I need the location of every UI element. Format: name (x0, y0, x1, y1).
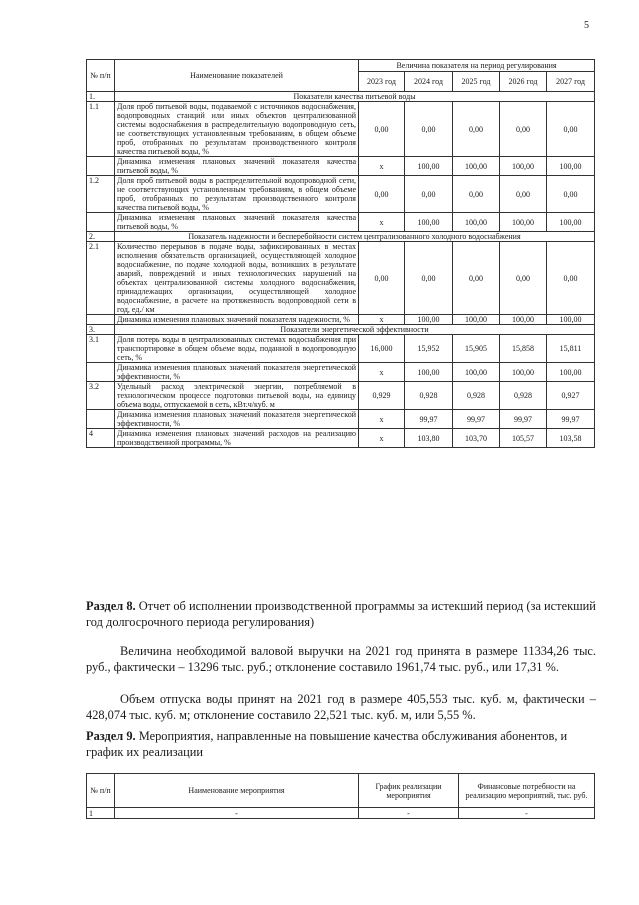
indicator-value: 0,00 (500, 242, 547, 315)
indicator-value: 0,00 (359, 102, 405, 157)
indicator-value: х (359, 315, 405, 325)
indicator-value: 105,57 (500, 429, 547, 448)
indicator-value: 100,00 (453, 315, 500, 325)
section-number: 1. (87, 92, 115, 102)
indicator-value: х (359, 363, 405, 382)
indicator-value: 0,00 (405, 102, 453, 157)
indicator-value: 103,70 (453, 429, 500, 448)
section-row (87, 325, 595, 335)
indicator-value: х (359, 429, 405, 448)
section-number: 2. (87, 232, 115, 242)
measures-header-schedule: График реализации мероприятия (359, 774, 459, 808)
table-row (87, 315, 595, 325)
row-number (87, 315, 115, 325)
header-year: 2025 год (453, 72, 500, 92)
indicator-name: Доля проб питьевой воды в распределительной водопроводной сети, не соответствующих установленным требованиям, в общем объеме проб, отобранных по результатам производственного контроля качества питьевой воды, % (115, 176, 359, 213)
indicator-value: 0,00 (453, 102, 500, 157)
indicators-table (86, 59, 595, 448)
indicator-value: 99,97 (453, 410, 500, 429)
section-8-text: Отчет об исполнении производственной программы за истекший период (за истекший год долгосрочного периода регулирования) (86, 599, 596, 629)
indicator-name: Динамика изменения плановых значений показателя энергетической эффективности, % (115, 410, 359, 429)
indicator-value: 100,00 (453, 363, 500, 382)
section-number: 3. (87, 325, 115, 335)
table-row (87, 363, 595, 382)
header-year: 2026 год (500, 72, 547, 92)
indicator-value: 0,00 (405, 176, 453, 213)
header-year: 2024 год (405, 72, 453, 92)
row-number: 1.2 (87, 176, 115, 213)
indicator-value: 0,927 (547, 382, 595, 410)
indicator-value: х (359, 157, 405, 176)
header-num: № п/п (87, 60, 115, 92)
page-number: 5 (584, 20, 589, 31)
indicator-value: 0,928 (500, 382, 547, 410)
section-9-label: Раздел 9. (86, 729, 136, 743)
section-8-title (86, 598, 596, 630)
indicator-value: 15,811 (547, 335, 595, 363)
water-volume-paragraph: Объем отпуска воды принят на 2021 год в размере 405,553 тыс. куб. м, фактически – 428,074 тыс. куб. м; отклонение составило 22,521 тыс. куб. м, или 5,55 %. (86, 692, 596, 722)
indicator-value: 0,00 (547, 242, 595, 315)
row-number (87, 363, 115, 382)
measures-row-num: 1 (87, 808, 115, 819)
indicator-name: Динамика изменения плановых значений показателя качества питьевой воды, % (115, 213, 359, 232)
indicator-value: 0,928 (453, 382, 500, 410)
indicator-value: 100,00 (500, 157, 547, 176)
indicator-value: 100,00 (547, 315, 595, 325)
indicator-value: 99,97 (500, 410, 547, 429)
section-title: Показатели энергетической эффективности (115, 325, 595, 335)
indicator-value: 99,97 (405, 410, 453, 429)
indicator-value: 100,00 (500, 363, 547, 382)
indicator-value: 0,00 (547, 102, 595, 157)
table-row (87, 382, 595, 410)
section-title: Показатель надежности и бесперебойности систем централизованного холодного водоснабжения (115, 232, 595, 242)
table-row (87, 157, 595, 176)
table-row (87, 102, 595, 157)
section-9-title (86, 728, 596, 760)
indicator-value: 100,00 (405, 315, 453, 325)
indicator-value: 0,00 (500, 176, 547, 213)
table-row (87, 335, 595, 363)
indicator-value: 15,905 (453, 335, 500, 363)
indicator-value: 100,00 (547, 213, 595, 232)
header-name: Наименование показателей (115, 60, 359, 92)
header-period: Величина показателя на период регулирования (359, 60, 595, 72)
indicator-value: 0,00 (547, 176, 595, 213)
indicator-value: 0,00 (359, 176, 405, 213)
indicator-value: 100,00 (547, 157, 595, 176)
indicator-value: 0,00 (359, 242, 405, 315)
indicator-value: 15,858 (500, 335, 547, 363)
table-row (87, 242, 595, 315)
indicator-name: Динамика изменения плановых значений показателя энергетической эффективности, % (115, 363, 359, 382)
table-row (87, 176, 595, 213)
indicator-name: Количество перерывов в подаче воды, зафиксированных в местах исполнения обязательств организацией, осуществляющей холодное водоснабжение, по подаче холодной воды, возникших в результате аварий, повреждений и иных технологических нарушений на объектах централизованной системы холодного водоснабжения, принадлежащих организации, осуществляющей холодное водоснабжение, в расчете на протяженность водопроводной сети в год, ед./ км (115, 242, 359, 315)
indicator-value: 100,00 (500, 315, 547, 325)
table-row (87, 213, 595, 232)
measures-table (86, 773, 595, 819)
indicator-value: 16,000 (359, 335, 405, 363)
indicator-name: Удельный расход электрической энергии, потребляемой в технологическом процессе подготовки питьевой воды, на единицу объема воды, отпускаемой в сеть, кВт.ч/куб. м (115, 382, 359, 410)
row-number: 1.1 (87, 102, 115, 157)
row-number (87, 410, 115, 429)
row-number (87, 157, 115, 176)
measures-row-schedule: - (359, 808, 459, 819)
indicator-value: 0,928 (405, 382, 453, 410)
revenue-paragraph: Величина необходимой валовой выручки на 2021 год принята в размере 11334,26 тыс. руб., фактически – 13296 тыс. руб.; отклонение составило 1961,74 тыс. руб., или 17,31 %. (86, 644, 596, 674)
indicator-value: х (359, 213, 405, 232)
indicator-value: 100,00 (405, 157, 453, 176)
indicator-value: 0,00 (453, 242, 500, 315)
table-row (87, 410, 595, 429)
table-row (87, 429, 595, 448)
measures-row-name: - (115, 808, 359, 819)
row-number: 3.2 (87, 382, 115, 410)
indicator-value: 0,00 (453, 176, 500, 213)
indicator-value: 100,00 (405, 213, 453, 232)
indicator-name: Динамика изменения плановых значений показателя надежности, % (115, 315, 359, 325)
indicator-value: 100,00 (453, 157, 500, 176)
indicator-value: 100,00 (547, 363, 595, 382)
section-9-text: Мероприятия, направленные на повышение качества обслуживания абонентов, и график их реализации (86, 729, 568, 759)
indicator-value: х (359, 410, 405, 429)
indicator-value: 103,58 (547, 429, 595, 448)
row-number: 2.1 (87, 242, 115, 315)
measures-row-finance: - (459, 808, 595, 819)
header-year: 2027 год (547, 72, 595, 92)
measures-header-name: Наименование мероприятия (115, 774, 359, 808)
section-row (87, 92, 595, 102)
section-row (87, 232, 595, 242)
row-number: 4 (87, 429, 115, 448)
indicator-value: 0,00 (405, 242, 453, 315)
measures-header-num: № п/п (87, 774, 115, 808)
indicator-value: 103,80 (405, 429, 453, 448)
indicator-value: 100,00 (405, 363, 453, 382)
indicator-value: 0,929 (359, 382, 405, 410)
indicator-name: Динамика изменения плановых значений расходов на реализацию производственной программы, % (115, 429, 359, 448)
indicator-name: Динамика изменения плановых значений показателя качества питьевой воды, % (115, 157, 359, 176)
indicator-value: 15,952 (405, 335, 453, 363)
section-8-label: Раздел 8. (86, 599, 136, 613)
indicator-value: 99,97 (547, 410, 595, 429)
header-year: 2023 год (359, 72, 405, 92)
section-title: Показатели качества питьевой воды (115, 92, 595, 102)
indicator-name: Доля потерь воды в централизованных системах водоснабжения при транспортировке в общем объеме воды, поданной в водопроводную сеть, % (115, 335, 359, 363)
indicator-value: 0,00 (500, 102, 547, 157)
row-number (87, 213, 115, 232)
row-number: 3.1 (87, 335, 115, 363)
indicator-name: Доля проб питьевой воды, подаваемой с источников водоснабжения, водопроводных станций или иных объектов централизованной системы водоснабжения в распределительную водопроводную сеть, не соответствующих установленным требованиям, в общем объеме проб, отобранных по результатам производственного контроля качества питьевой воды, % (115, 102, 359, 157)
indicator-value: 100,00 (500, 213, 547, 232)
indicator-value: 100,00 (453, 213, 500, 232)
measures-header-finance: Финансовые потребности на реализацию мероприятий, тыс. руб. (459, 774, 595, 808)
